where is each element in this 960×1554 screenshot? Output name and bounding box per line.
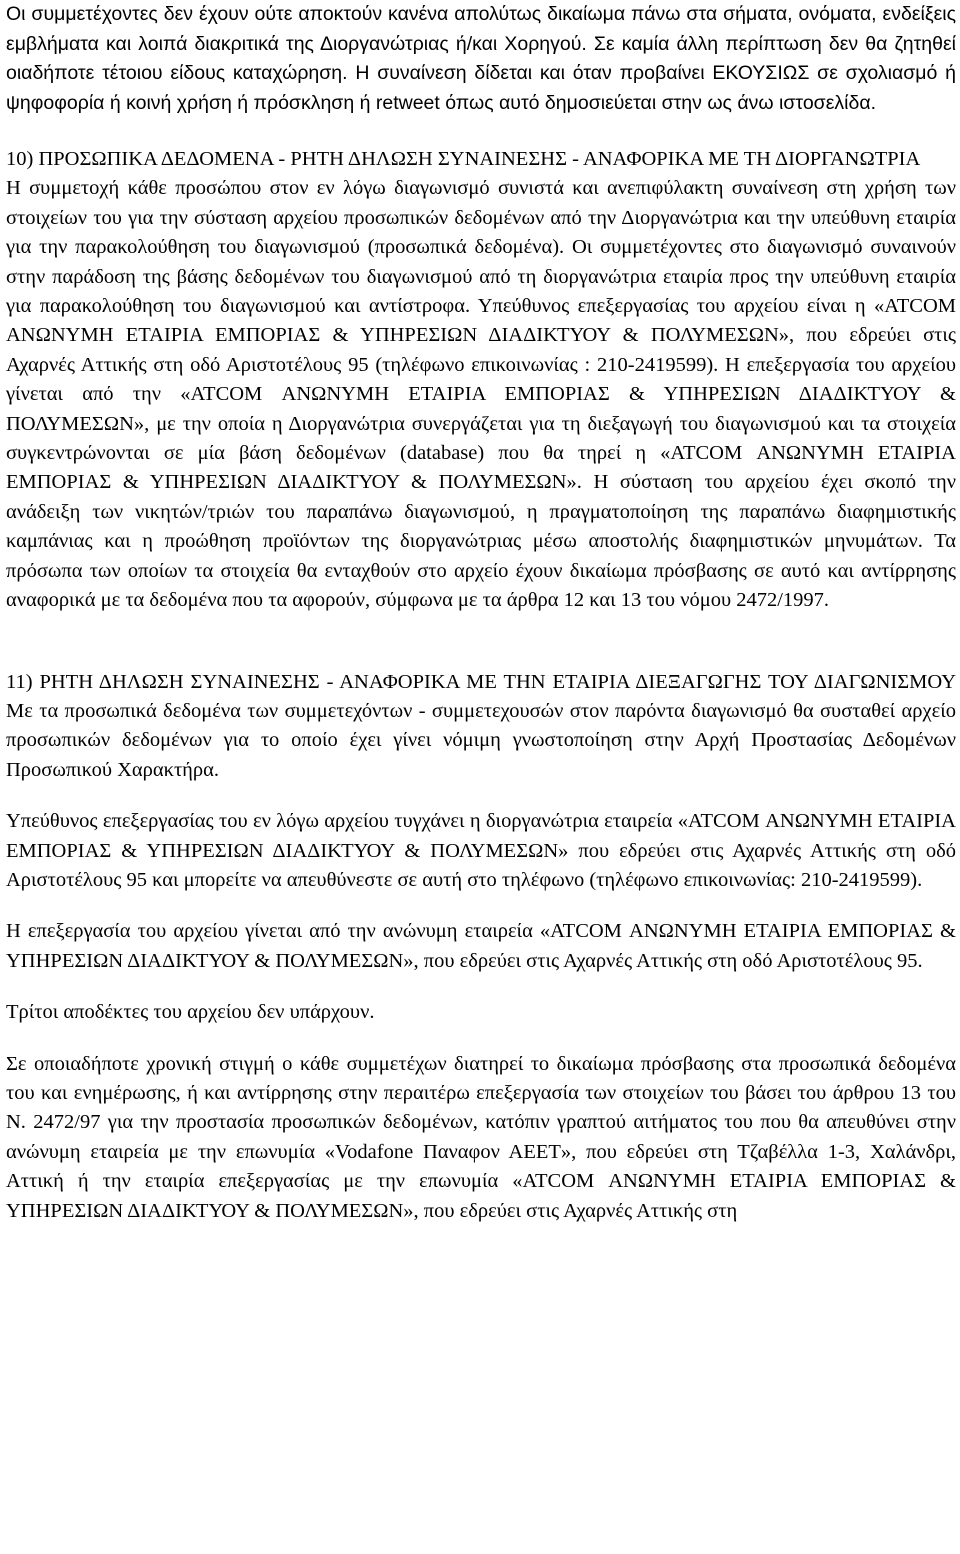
spacer — [6, 616, 956, 668]
spacer — [6, 895, 956, 917]
section-11-heading: 11) ΡΗΤΗ ΔΗΛΩΣΗ ΣΥΝΑΙΝΕΣΗΣ - ΑΝΑΦΟΡΙΚΑ ΜΕ ΤΗΝ ΕΤΑΙΡΙΑ ΔΙΕΞΑΓΩΓΗΣ ΤΟΥ ΔΙΑΓΩΝΙΣΜΟΥ — [6, 670, 956, 693]
section-11-body: Με τα προσωπικά δεδομένα των συμμετεχόντων - συμμετεχουσών στον παρόντα διαγωνισμό θα συσταθεί αρχείο προσωπικών δεδομένων για το οποίο έχει γίνει νόμιμη γνωστοποίηση στην Αρχή Προστασίας Δεδομένων Προσωπικού Χαρακτήρα. — [6, 699, 956, 781]
spacer — [6, 785, 956, 807]
section-10-heading: 10) ΠΡΟΣΩΠΙΚΑ ΔΕΔΟΜΕΝΑ - ΡΗΤΗ ΔΗΛΩΣΗ ΣΥΝΑΙΝΕΣΗΣ - ΑΝΑΦΟΡΙΚΑ ΜΕ ΤΗ ΔΙΟΡΓΑΝΩΤΡΙΑ — [6, 148, 921, 170]
spacer — [6, 118, 956, 145]
document-page — [6, 0, 956, 1226]
section-11-paragraph-3: Η επεξεργασία του αρχείου γίνεται από την ανώνυμη εταιρεία «ATCOM ΑΝΩΝΥΜΗ ΕΤΑΙΡΙΑ ΕΜΠΟΡΙΑΣ & ΥΠΗΡΕΣΙΩΝ ΔΙΑΔΙΚΤΥΟΥ & ΠΟΛΥΜΕΣΩΝ», που εδρεύει στις Αχαρνές Αττικής στη οδό Αριστοτέλους 95. — [6, 920, 956, 972]
spacer — [6, 1028, 956, 1050]
spacer — [6, 976, 956, 998]
intro-paragraph: Οι συμμετέχοντες δεν έχουν ούτε αποκτούν κανένα απολύτως δικαίωμα πάνω στα σήματα, ονόματα, ενδείξεις εμβλήματα και λοιπά διακριτικά της Διοργανώτριας ή/και Χορηγού. Σε καμία άλλη περίπτωση δεν θα ζητηθεί οιαδήποτε τέτοιου είδους καταχώρηση. Η συναίνεση δίδεται και όταν προβαίνει ΕΚΟΥΣΙΩΣ σε σχολιασμό ή ψηφοφορία ή κοινή χρήση ή πρόσκληση ή retweet όπως αυτό δημοσιεύεται στην ως άνω ιστοσελίδα. — [6, 3, 956, 114]
section-11-paragraph-4: Τρίτοι αποδέκτες του αρχείου δεν υπάρχουν. — [6, 1001, 375, 1024]
section-11-paragraph-2: Υπεύθυνος επεξεργασίας του εν λόγω αρχείου τυγχάνει η διοργανώτρια εταιρεία «ATCOM ΑΝΩΝΥΜΗ ΕΤΑΙΡΙΑ ΕΜΠΟΡΙΑΣ & ΥΠΗΡΕΣΙΩΝ ΔΙΑΔΙΚΤΥΟΥ & ΠΟΛΥΜΕΣΩΝ» που εδρεύει στις Αχαρνές Αττικής στη οδό Αριστοτέλους 95 και μπορείτε να απευθύνεστε σε αυτή στο τηλέφωνο (τηλέφωνο επικοινωνίας: 210-2419599). — [6, 810, 956, 891]
section-11-paragraph-5: Σε οποιαδήποτε χρονική στιγμή ο κάθε συμμετέχων διατηρεί το δικαίωμα πρόσβασης στα προσωπικά δεδομένα του και ενημέρωσης, ή και αντίρρησης στην περαιτέρω επεξεργασία των στοιχείων του βάσει του άρθρου 13 του Ν. 2472/97 για την προστασία προσωπικών δεδομένων, κατόπιν γραπτού αιτήματος του που θα απευθύνει στην ανώνυμη εταιρεία με την επωνυμία «Vodafone Παναφον ΑΕΕΤ», που εδρεύει στη Τζαβέλλα 1-3, Χαλάνδρι, Αττική ή την εταιρία επεξεργασίας με την επωνυμία «ATCOM ΑΝΩΝΥΜΗ ΕΤΑΙΡΙΑ ΕΜΠΟΡΙΑΣ & ΥΠΗΡΕΣΙΩΝ ΔΙΑΔΙΚΤΥΟΥ & ΠΟΛΥΜΕΣΩΝ», που εδρεύει στις Αχαρνές Αττικής στη — [6, 1052, 956, 1222]
section-10-body: Η συμμετοχή κάθε προσώπου στον εν λόγω διαγωνισμό συνιστά και ανεπιφύλακτη συναίνεση στη χρήση των στοιχείων του για την σύσταση αρχείου προσωπικών δεδομένων από την Διοργανώτρια και την υπεύθυνη εταιρία για την παρακολούθηση του διαγωνισμού (προσωπικά δεδομένα). Οι συμμετέχοντες στο διαγωνισμό συναινούν στην παράδοση της βάσης δεδομένων του διαγωνισμού από τη διοργανώτρια εταιρία προς την υπεύθυνη εταιρία για παρακολούθηση του διαγωνισμού και αντίστροφα. Υπεύθυνος επεξεργασίας του αρχείου είναι η «ATCOM ΑΝΩΝΥΜΗ ΕΤΑΙΡΙΑ ΕΜΠΟΡΙΑΣ & ΥΠΗΡΕΣΙΩΝ ΔΙΑΔΙΚΤΥΟΥ & ΠΟΛΥΜΕΣΩΝ», που εδρεύει στις Αχαρνές Αττικής στη οδό Αριστοτέλους 95 (τηλέφωνο επικοινωνίας : 210-2419599). Η επεξεργασία του αρχείου γίνεται από την «ATCOM ΑΝΩΝΥΜΗ ΕΤΑΙΡΙΑ ΕΜΠΟΡΙΑΣ & ΥΠΗΡΕΣΙΩΝ ΔΙΑΔΙΚΤΥΟΥ & ΠΟΛΥΜΕΣΩΝ», με την οποία η Διοργανώτρια συνεργάζεται για τη διεξαγωγή του διαγωνισμού και τα στοιχεία συγκεντρώνονται σε μία βάση δεδομένων (database) που θα τηρεί η «ATCOM ΑΝΩΝΥΜΗ ΕΤΑΙΡΙΑ ΕΜΠΟΡΙΑΣ & ΥΠΗΡΕΣΙΩΝ ΔΙΑΔΙΚΤΥΟΥ & ΠΟΛΥΜΕΣΩΝ». Η σύσταση του αρχείου έχει σκοπό την ανάδειξη των νικητών/τριών του παραπάνω διαγωνισμού, η πραγματοποίηση της παραπάνω διαφημιστικής καμπάνιας και η προώθηση προϊόντων της διοργανώτριας μέσω αποστολής διαφημιστικών μηνυμάτων. Τα πρόσωπα των οποίων τα στοιχεία θα ενταχθούν στο αρχείο έχουν δικαίωμα πρόσβασης σε αυτό και αντίρρησης αναφορικά με τα δεδομένα που τα αφορούν, σύμφωνα με τα άρθρα 12 και 13 του νόμου 2472/1997. — [6, 177, 956, 612]
